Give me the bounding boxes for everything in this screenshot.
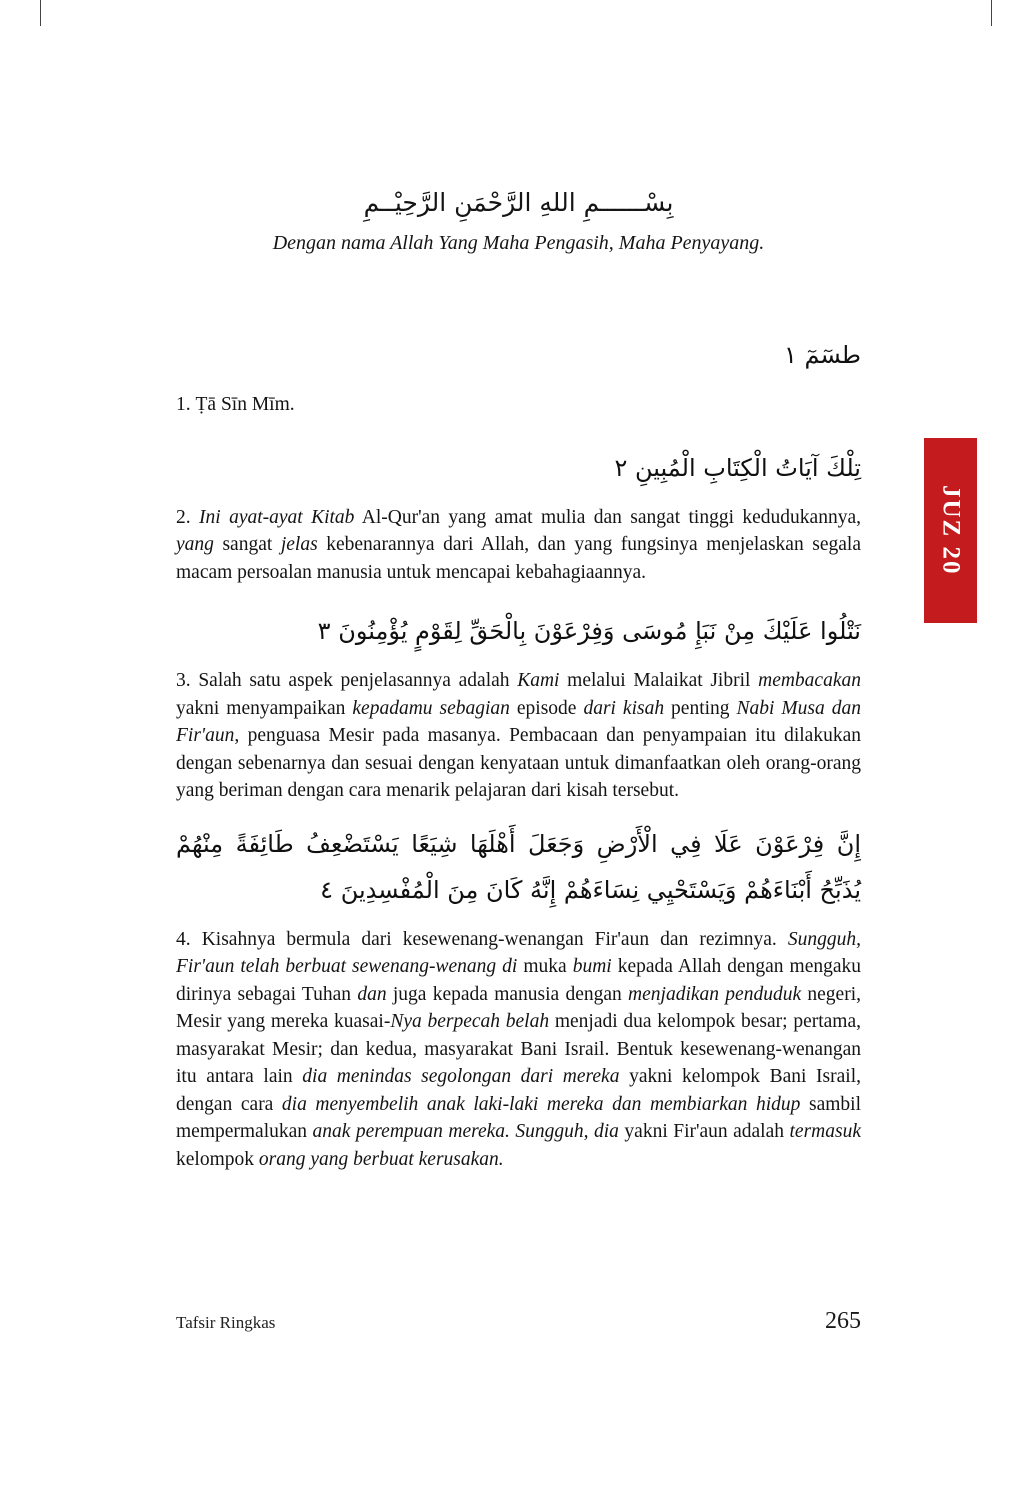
page-number: 265 [825,1308,861,1334]
arabic-verse-3: نَتْلُوا عَلَيْكَ مِنْ نَبَإِ مُوسَى وَفِرْعَوْنَ بِالْحَقِّ لِقَوْمٍ يُؤْمِنُونَ ٣ [317,617,861,645]
juz-tab [924,438,977,623]
arabic-verse-2: تِلْكَ آيَاتُ الْكِتَابِ الْمُبِينِ ٢ [614,453,861,482]
page-footer [176,1308,861,1335]
crop-mark-top-right [991,0,992,26]
juz-tab-label: JUZ 20 [937,485,965,576]
bismillah-calligraphy: بِسْــــــمِ اللهِ الرَّحْمَنِ الرَّحِيْــمِ [363,188,674,217]
verse-2-tafsir: 2. Ini ayat-ayat Kitab Al-Qur'an yang amat mulia dan sangat tinggi kedudukannya, yang sangat jelas kebenarannya dari Allah, dan yang fungsinya menjelaskan segala macam persoalan manusia untuk mencapai kebahagiaannya. [176,506,861,583]
footer-book-title: Tafsir Ringkas [176,1313,276,1332]
verse-3-tafsir: 3. Salah satu aspek penjelasannya adalah Kami melalui Malaikat Jibril membacakan yakni menyampaikan kepadamu sebagian episode dari kisah penting Nabi Musa dan Fir'aun, penguasa Mesir pada masanya. Pembacaan dan penyampaian itu dilakukan dengan sebenarnya dan sesuai dengan kenyataan untuk dimanfaatkan oleh orang-orang yang beriman dengan cara menarik pelajaran dari kisah tersebut. [176,670,861,801]
bismillah-translation: Dengan nama Allah Yang Maha Pengasih, Maha Penyayang. [272,232,765,254]
page-content [176,0,861,1173]
crop-mark-top-left [40,0,41,26]
verse-4-tafsir: 4. Kisahnya bermula dari kesewenang-wenangan Fir'aun dan rezimnya. Sungguh, Fir'aun telah berbuat sewenang-wenang di muka bumi kepada Allah dengan mengaku dirinya sebagai Tuhan dan juga kepada manusia dengan menjadikan penduduk negeri, Mesir yang mereka kuasai-Nya berpecah belah menjadi dua kelompok besar; pertama, masyarakat Mesir; dan kedua, masyarakat Bani Israil. Bentuk kesewenang-wenangan itu antara lain dia menindas segolongan dari mereka yakni kelompok Bani Israil, dengan cara dia menyembelih anak laki-laki mereka dan membiarkan hidup sambil mempermalukan anak perempuan mereka. Sungguh, dia yakni Fir'aun adalah termasuk kelompok orang yang berbuat kerusakan. [176,928,862,1170]
arabic-verse-1: طسٓمٓ ١ [783,341,861,369]
arabic-verse-4: إِنَّ فِرْعَوْنَ عَلَا فِي الْأَرْضِ وَجَعَلَ أَهْلَهَا شِيَعًا يَسْتَضْعِفُ طَائِفَةً مِنْهُمْ يُذَبِّحُ أَبْنَاءَهُمْ وَيَسْتَحْيِي نِسَاءَهُمْ إِنَّهُ كَانَ مِنَ الْمُفْسِدِينَ ٤ [176,829,861,904]
verse-1-translation: 1. Ṭā Sīn Mīm. [176,394,295,415]
